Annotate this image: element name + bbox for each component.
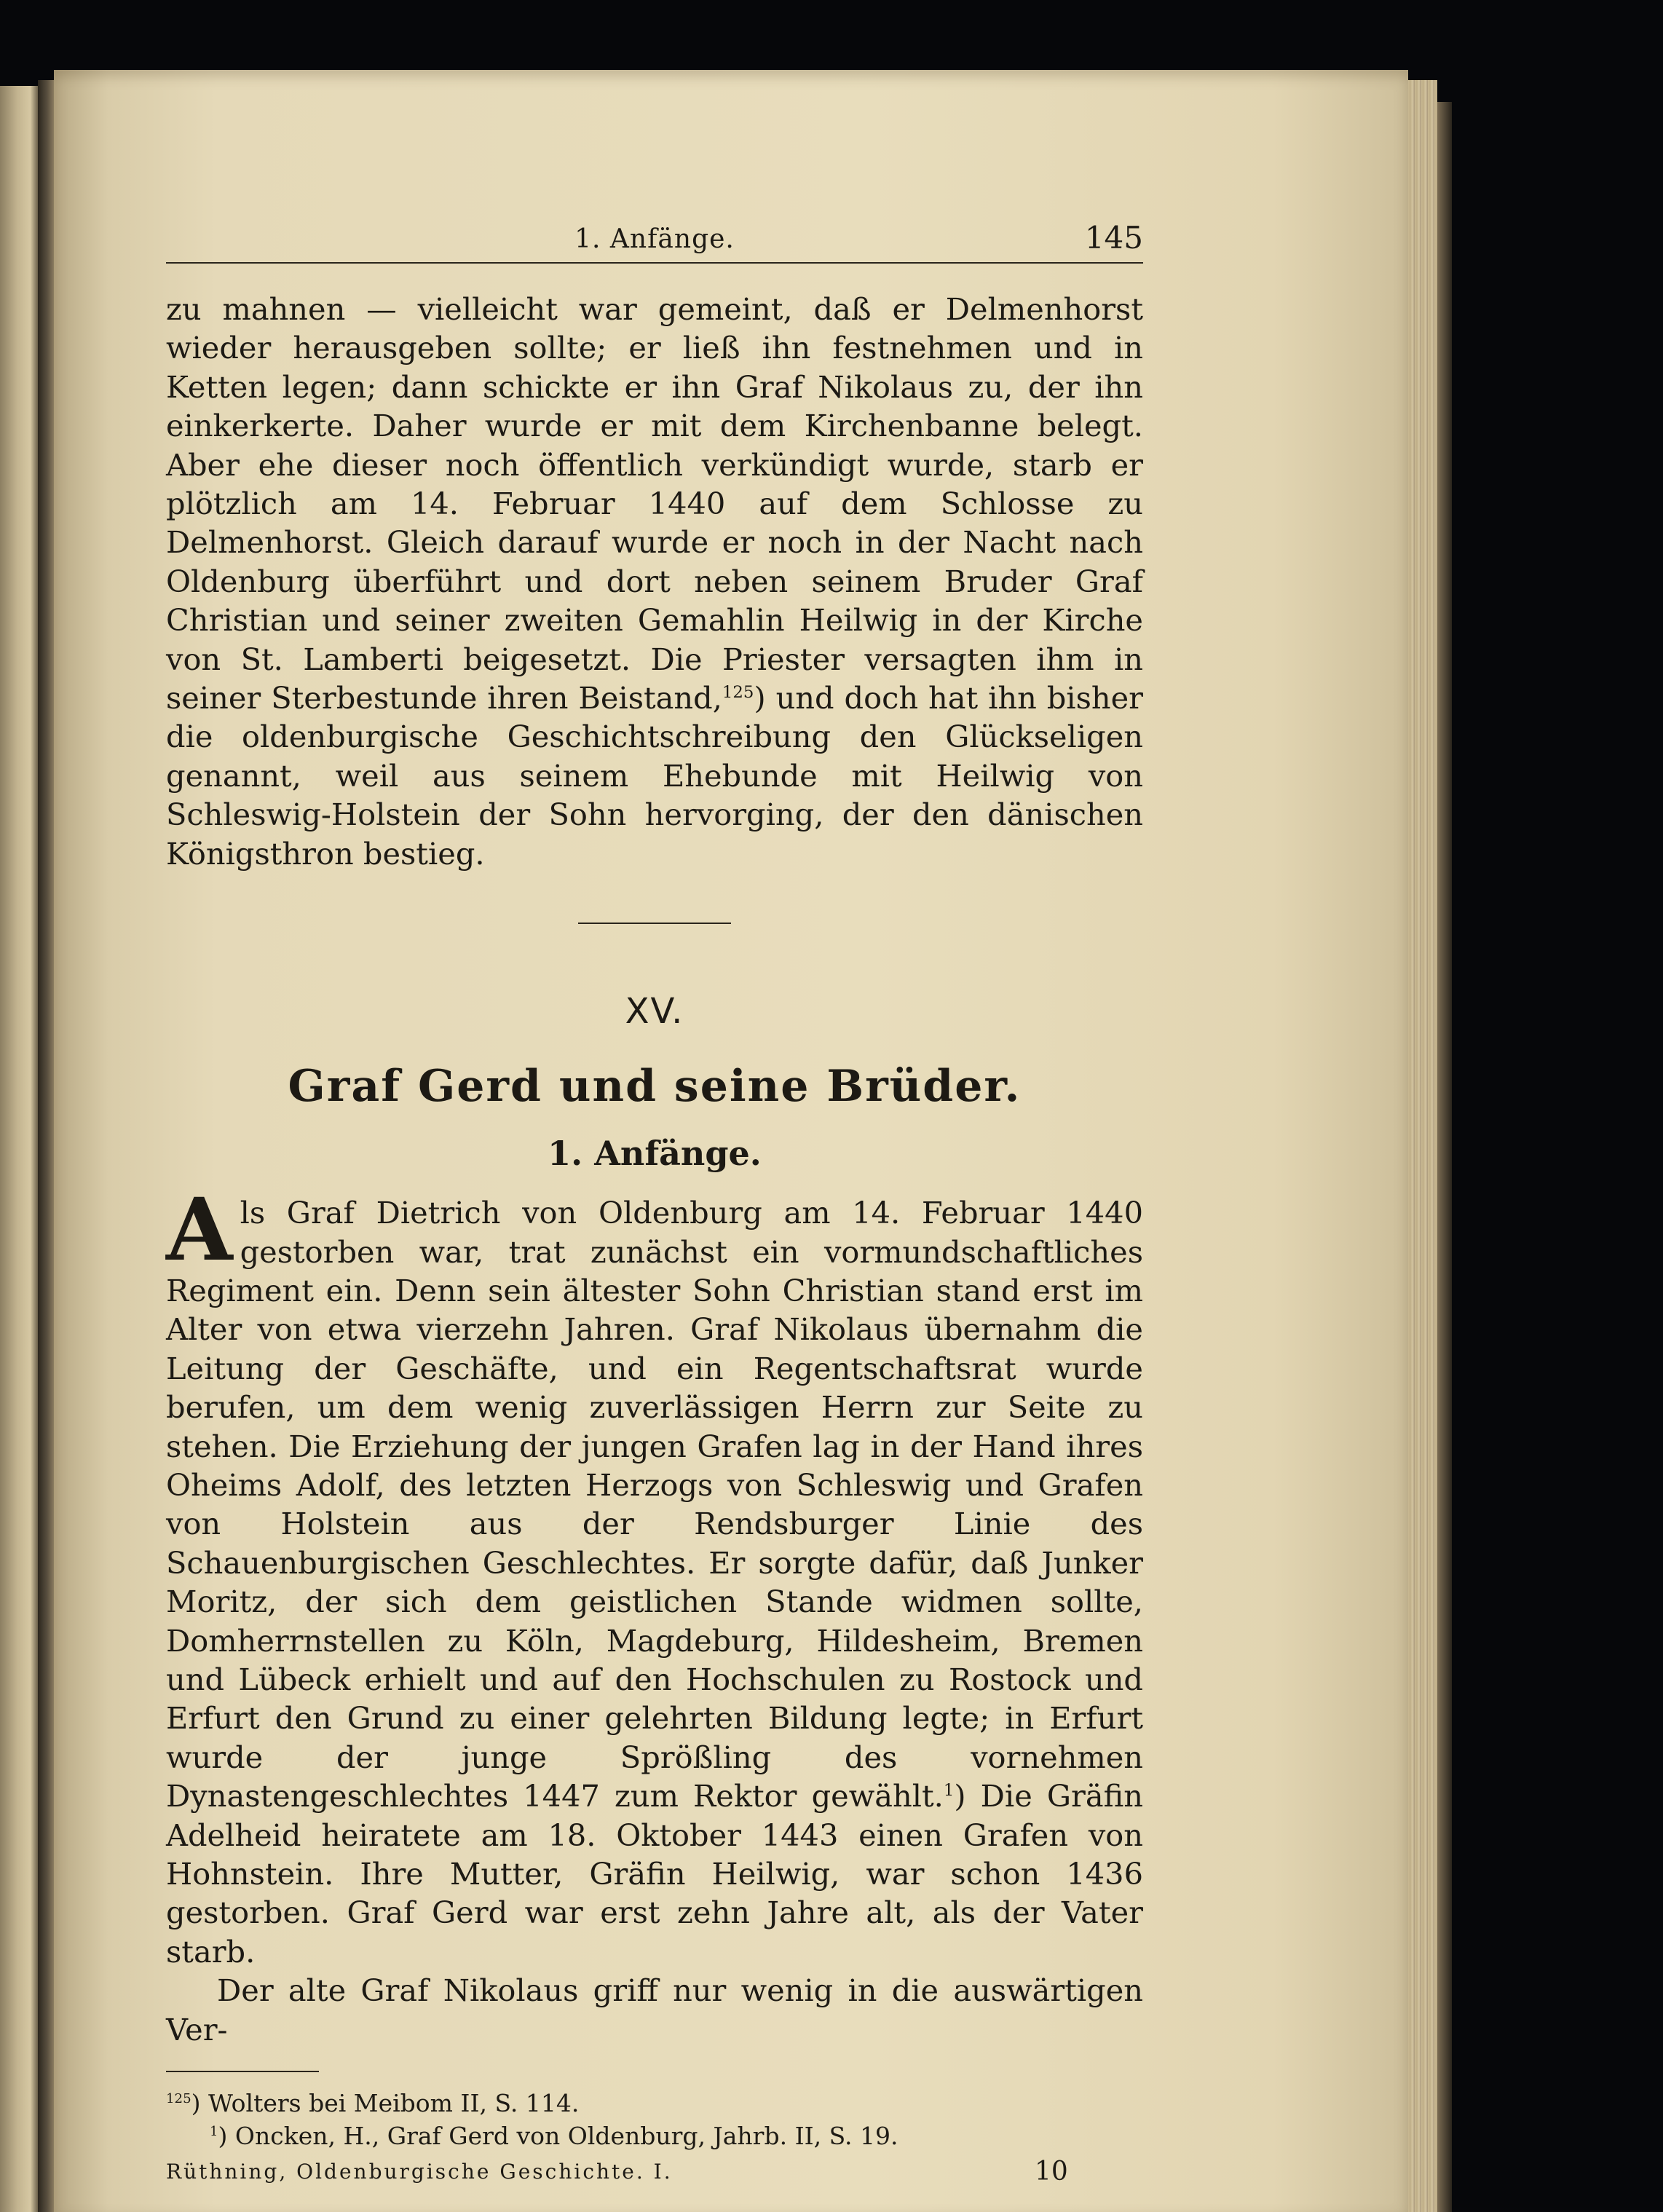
footnote-text: ) Oncken, H., Graf Gerd von Oldenburg, Jahrb. II, S. 19.: [218, 2122, 898, 2151]
paragraph-continued: [166, 290, 1143, 873]
book-cover-edge: [1437, 102, 1452, 2212]
printer-signature: [166, 2157, 1143, 2193]
book-gutter: [38, 80, 54, 2212]
footnote-125: [166, 2087, 1143, 2120]
footnote-ref-125: 125: [722, 683, 754, 703]
paragraph-1-tail: ) und doch hat ihn bisher die oldenburgische Geschichtschreibung den Glückseligen genannt, weil aus seinem Ehebunde mit Heilwig von Schleswig-Holstein der Sohn hervorging, der den dänischen Königsthron bestieg.: [166, 680, 1144, 872]
page-number: 145: [1084, 220, 1143, 256]
section-divider: [578, 923, 731, 924]
footnote-divider: [166, 2071, 319, 2072]
footnote-mark: 125: [166, 2091, 191, 2107]
footnote-ref-1: 1: [943, 1781, 955, 1801]
chapter-number: XV.: [625, 991, 684, 1032]
paragraph-opening: [166, 1179, 1143, 1971]
running-head: [166, 211, 1143, 264]
chapter-title: Graf Gerd und seine Brüder.: [288, 1061, 1022, 1113]
footnote-1: [166, 2120, 1143, 2152]
paragraph-2-text: ls Graf Dietrich von Oldenburg am 14. Februar 1440 gestorben war, trat zunächst ein vormundschaftliches Regiment ein. Denn sein ältester Sohn Christian stand erst im Alter von etwa vierzehn Jahren. Graf Nikolaus übernahm die Leitung der Geschäfte, und ein Regentschaftsrat wurde berufen, um dem wenig zuverlässigen Herrn zur Seite zu stehen. Die Erziehung der jungen Grafen lag in der Hand ihres Oheims Adolf, des letzten Herzogs von Schleswig und Grafen von Holstein aus der Rendsburger Linie des Schauenburgischen Geschlechtes. Er sorgte dafür, daß Junker Moritz, der sich dem geistlichen Stande widmen sollte, Domherrnstellen zu Köln, Magdeburg, Hildesheim, Bremen und Lübeck erhielt und auf den Hochschulen zu Rostock und Erfurt den Grund zu einer gelehrten Bildung legte; in Erfurt wurde der junge Sprößling des vornehmen Dynastengeschlechtes 1447 zum Rektor gewählt.: [166, 1195, 1143, 1814]
signature-number: 10: [1035, 2157, 1068, 2187]
paragraph-2-tail: ) Die Gräfin Adelheid heiratete am 18. Oktober 1443 einen Grafen von Hohnstein. Ihre Mutter, Gräfin Heilwig, war schon 1436 gestorben. Graf Gerd war erst zehn Jahre alt, als der Vater starb.: [166, 1778, 1143, 1970]
page-content: [166, 211, 1143, 2193]
drop-cap-initial: A: [166, 1179, 233, 1281]
paragraph-next: Der alte Graf Nikolaus griff nur wenig in die auswärtigen Ver-: [166, 1972, 1143, 2047]
page-stack-edge: [1408, 80, 1437, 2212]
paragraph-1-text: zu mahnen — vielleicht war gemeint, daß er Delmenhorst wieder herausgeben sollte; er ließ ihn festnehmen und in Ketten legen; dann schickte er ihn Graf Nikolaus zu, der ihn einkerkerte. Daher wurde er mit dem Kirchenbanne belegt. Aber ehe dieser noch öffentlich verkündigt wurde, starb er plötzlich am 14. Februar 1440 auf dem Schlosse zu Delmenhorst. Gleich darauf wurde er noch in der Nacht nach Oldenburg überführt und dort neben seinem Bruder Graf Christian und seiner zweiten Gemahlin Heilwig in der Kirche von St. Lamberti beigesetzt. Die Priester versagten ihm in seiner Sterbestunde ihren Beistand,: [166, 291, 1143, 716]
previous-page-edge: [0, 86, 38, 2212]
running-title: 1. Anfänge.: [574, 224, 735, 254]
footnote-mark: 1: [210, 2124, 218, 2140]
footnote-text: ) Wolters bei Meibom II, S. 114.: [191, 2089, 580, 2118]
signature-title: Rüthning, Oldenburgische Geschichte. I.: [166, 2160, 673, 2184]
section-heading: 1. Anfänge.: [548, 1134, 762, 1174]
